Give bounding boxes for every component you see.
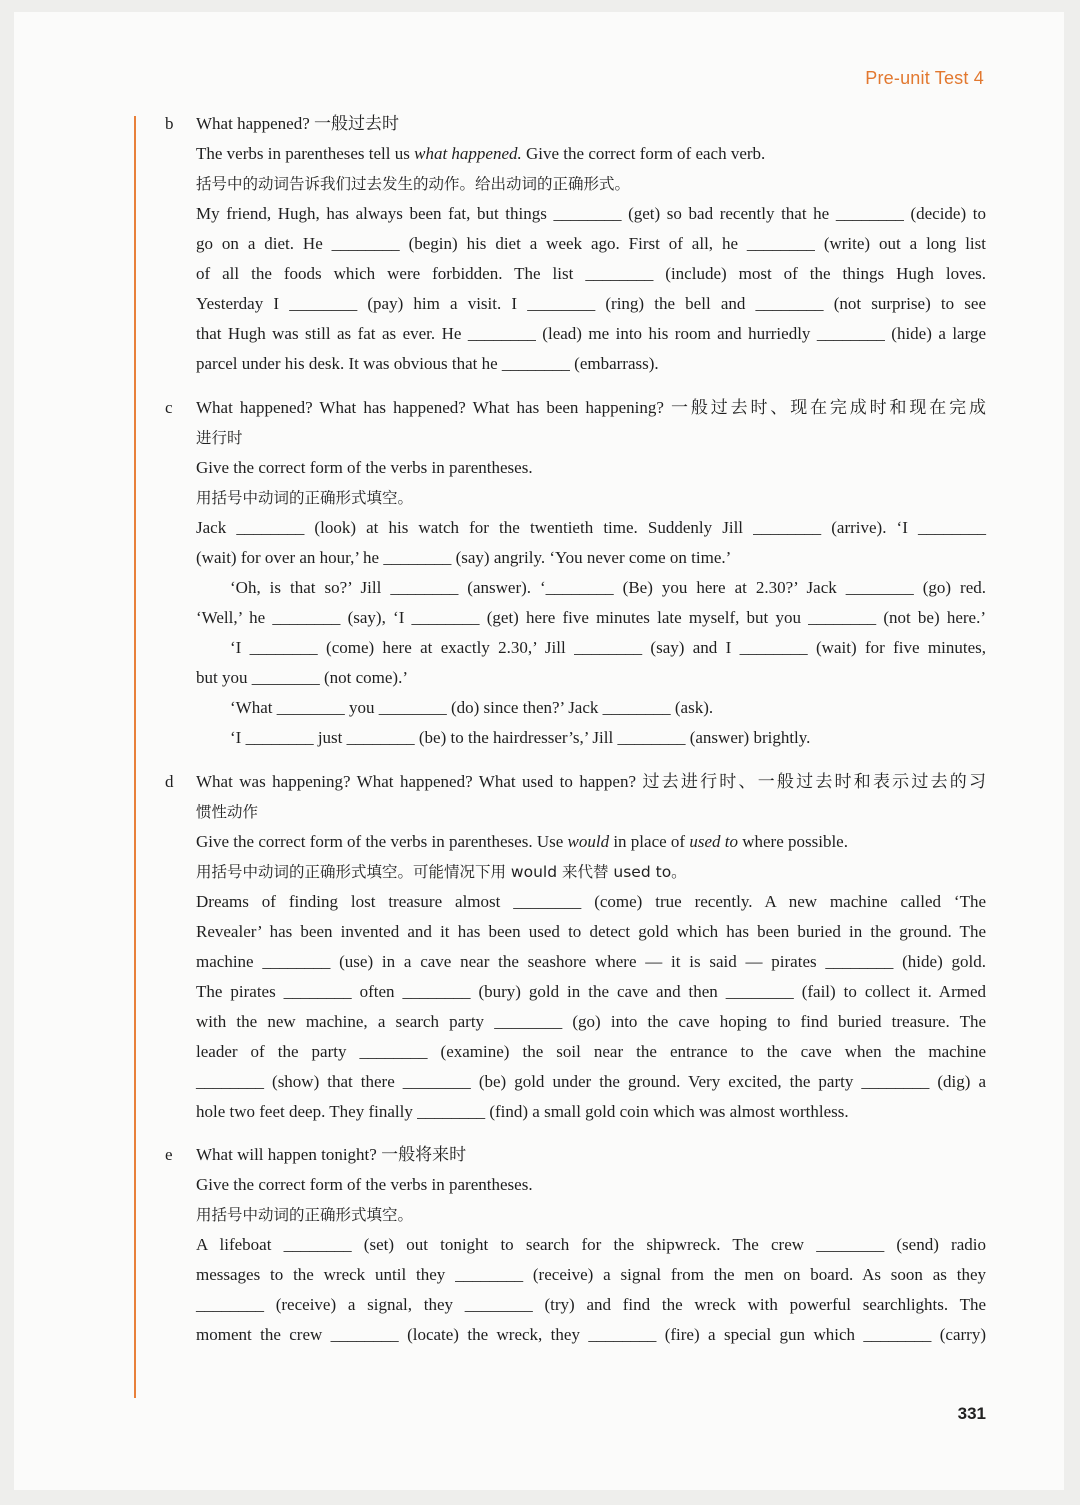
- passage-line: of all the foods which were forbidden. The list ________ (include) most of the things Hugh loves.: [196, 264, 986, 283]
- instruction-zh: 用括号中动词的正确形式填空。可能情况下用 would 来代替 used to。: [196, 863, 687, 881]
- exercise-body: [196, 109, 986, 379]
- exercise-letter: e: [165, 1145, 173, 1164]
- margin-rule: [134, 116, 136, 1398]
- passage-line: The pirates ________ often ________ (bury) gold in the cave and then ________ (fail) to collect it. Armed: [196, 982, 986, 1001]
- passage-line: Yesterday I ________ (pay) him a visit. I ________ (ring) the bell and ________ (not surprise) to see: [196, 294, 986, 313]
- passage-line: leader of the party ________ (examine) the soil near the entrance to the cave when the machine: [196, 1042, 986, 1061]
- exercise-heading-cont: 进行时: [196, 429, 243, 447]
- passage-line: moment the crew ________ (locate) the wreck, they ________ (fire) a special gun which ________ (carry): [196, 1325, 986, 1344]
- passage-line: ‘What ________ you ________ (do) since then?’ Jack ________ (ask).: [230, 698, 714, 717]
- page-number: 331: [957, 1404, 986, 1423]
- exercise-heading-cont: 惯性动作: [196, 803, 259, 821]
- passage-line: that Hugh was still as fat as ever. He ________ (lead) me into his room and hurriedly ________ (hide) a large: [196, 324, 986, 343]
- passage-line: ‘Well,’ he ________ (say), ‘I ________ (get) here five minutes late myself, but you ________ (not be) here.’: [196, 608, 986, 627]
- passage-line: ________ (show) that there ________ (be) gold under the ground. Very excited, the party ________ (dig) a: [196, 1072, 986, 1091]
- passage-line: Jack ________ (look) at his watch for the twentieth time. Suddenly Jill ________ (arrive). ‘I ________: [196, 518, 986, 537]
- instruction-en: Give the correct form of the verbs in parentheses.: [196, 458, 533, 477]
- exercise-body: [196, 393, 986, 753]
- passage-line: ‘Oh, is that so?’ Jill ________ (answer). ‘________ (Be) you here at 2.30?’ Jack ________ (go) red.: [230, 578, 986, 597]
- instruction-zh: 用括号中动词的正确形式填空。: [196, 1206, 414, 1224]
- exercise-heading: What happened? What has happened? What has been happening? 一般过去时、现在完成时和现在完成: [196, 398, 986, 417]
- passage-line: machine ________ (use) in a cave near the seashore where — it is said — pirates ________ (hide) gold.: [196, 952, 986, 971]
- passage-line: messages to the wreck until they ________ (receive) a signal from the men on board. As soon as they: [196, 1265, 986, 1284]
- passage-line: My friend, Hugh, has always been fat, but things ________ (get) so bad recently that he ________ (decide) to: [196, 204, 986, 223]
- passage-line: ‘I ________ just ________ (be) to the hairdresser’s,’ Jill ________ (answer) brightly.: [230, 728, 811, 747]
- instruction-en: The verbs in parentheses tell us what happened. Give the correct form of each verb.: [196, 144, 766, 163]
- passage-line: A lifeboat ________ (set) out tonight to search for the shipwreck. The crew ________ (send) radio: [196, 1235, 986, 1254]
- instruction-zh: 括号中的动词告诉我们过去发生的动作。给出动词的正确形式。: [196, 175, 631, 193]
- exercise-letter: c: [165, 398, 173, 417]
- exercise-heading: What was happening? What happened? What used to happen? 过去进行时、一般过去时和表示过去的习: [196, 772, 986, 791]
- passage-line: with the new machine, a search party ________ (go) into the cave hoping to find buried treasure. The: [196, 1012, 986, 1031]
- passage-line: go on a diet. He ________ (begin) his diet a week ago. First of all, he ________ (write) out a long list: [196, 234, 986, 253]
- exercise-body: [196, 767, 986, 1127]
- exercise-heading: What will happen tonight? 一般将来时: [196, 1145, 467, 1164]
- instruction-en: Give the correct form of the verbs in parentheses.: [196, 1175, 533, 1194]
- exercise-body: [196, 1140, 986, 1350]
- exercise-heading: What happened? 一般过去时: [196, 114, 399, 133]
- passage-line: Revealer’ has been invented and it has been used to detect gold which has been buried in the ground. The: [196, 922, 986, 941]
- instruction-zh: 用括号中动词的正确形式填空。: [196, 489, 414, 507]
- passage-line: ‘I ________ (come) here at exactly 2.30,’ Jill ________ (say) and I ________ (wait) for five minutes,: [230, 638, 986, 657]
- passage-line: hole two feet deep. They finally ________ (find) a small gold coin which was almost worthless.: [196, 1102, 849, 1121]
- passage-line: but you ________ (not come).’: [196, 668, 408, 687]
- passage-line: (wait) for over an hour,’ he ________ (say) angrily. ‘You never come on time.’: [196, 548, 732, 567]
- page-header-title: Pre-unit Test 4: [865, 68, 984, 88]
- passage-line: parcel under his desk. It was obvious that he ________ (embarrass).: [196, 354, 659, 373]
- exercise-letter: b: [165, 114, 174, 133]
- exercise-letter: d: [165, 772, 174, 791]
- passage-line: ________ (receive) a signal, they ________ (try) and find the wreck with powerful searchlights. The: [196, 1295, 986, 1314]
- textbook-page: [14, 12, 1064, 1490]
- instruction-en: Give the correct form of the verbs in parentheses. Use would in place of used to where possible.: [196, 832, 848, 851]
- passage-line: Dreams of finding lost treasure almost ________ (come) true recently. A new machine called ‘The: [196, 892, 986, 911]
